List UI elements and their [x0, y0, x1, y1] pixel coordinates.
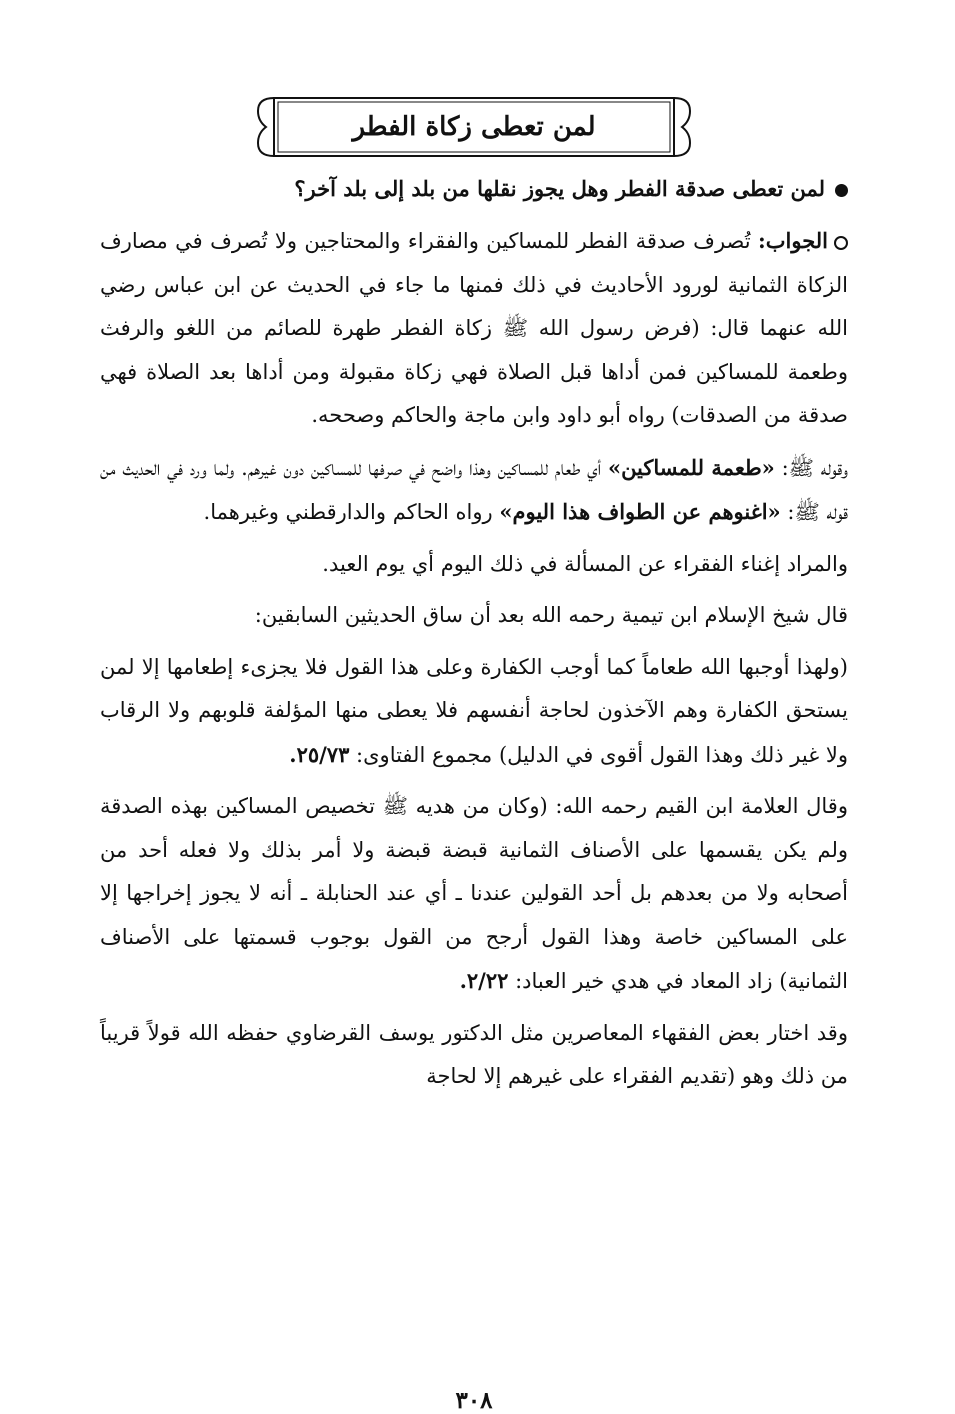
p5-text: (ولهذا أوجبها الله طعاماً كما أوجب الكفارة وعلى هذا القول فلا يجزىء إطعامها إلا لمن يستحق الكفارة وهم الآخذون لحاجة أنفسهم فلا يعطى منها المؤلفة قلوبهم ولا الرقاب ولا غير ذلك وهذا القول أقوى في الدليل) مجموع الفتاوى: [100, 654, 848, 767]
ibn-qayyim-quote [100, 785, 848, 1004]
meaning-paragraph: والمراد إغناء الفقراء عن المسألة في ذلك اليوم أي يوم العيد. [322, 551, 848, 576]
title-box [254, 95, 694, 159]
p2-text-c: رواه الحاكم والدارقطني وغيرهما. [203, 500, 493, 524]
qaradawi-paragraph: وقد اختار بعض الفقهاء المعاصرين مثل الدكتور يوسف القرضاوي حفظه الله قولاً قريباً من ذلك وهو (تقديم الفقراء على غيرهم إلا لحاجة [100, 1020, 848, 1088]
p2-quote-2: «اغنوهم عن الطواف هذا اليوم» [499, 499, 781, 524]
p2-text-a: وقوله ﷺ: [781, 455, 848, 480]
ibn-taymiyyah-intro: قال شيخ الإسلام ابن تيمية رحمه الله بعد أن ساق الحديثين السابقين: [254, 603, 848, 627]
p6-text: وقال العلامة ابن القيم رحمه الله: (وكان من هديه ﷺ تخصيص المساكين بهذه الصدقة ولم يكن يقسمها على الأصناف الثمانية قبضة قبضة ولا أمر بذلك ولا فعله أحد من أصحابه ولا من بعدهم بل أحد القولين عندنا ـ أي عند الحنابلة ـ أنه لا يجوز إخراجها إلا على المساكين خاصة وهذا القول أرجح من القول بوجوب قسمتها على الأصناف الثمانية) زاد المعاد في هدي خير العباد: [100, 794, 848, 993]
page-title: لمن تعطى زكاة الفطر [352, 112, 596, 142]
book-page [100, 95, 848, 1414]
ring-bullet-icon [834, 236, 848, 250]
question-line [100, 169, 848, 209]
p2-quote-1: «طعمة للمساكين» [607, 454, 775, 480]
question-text: لمن تعطى صدقة الفطر وهل يجوز نقلها من بلد إلى بلد آخر؟ [294, 176, 825, 201]
answer-paragraph [100, 219, 848, 438]
hadith-paragraph [100, 446, 848, 535]
answer-text: تُصرف صدقة الفطر للمساكين والفقراء والمحتاجين ولا تُصرف في مصارف الزكاة الثمانية لورود الأحاديث في ذلك فمنها ما جاء في الحديث عن ابن عباس رضي الله عنهما قال: (فرض رسول الله ﷺ زكاة الفطر طهرة للصائم من اللغو والرفث وطعمة للمساكين فمن أداها قبل الصلاة فهي زكاة مقبولة ومن أداها بعد الصلاة فهي صدقة من الصدقات) رواه أبو داود وابن ماجة والحاكم وصححه. [100, 229, 848, 427]
bullet-dot-icon [835, 184, 848, 197]
answer-label: الجواب: [758, 228, 828, 253]
ibn-taymiyyah-quote [100, 646, 848, 778]
p2-text-b: أي طعام للمساكين وهذا واضح في صرفها للمساكين دون غيرهم. ولما ورد في الحديث من قوله ﷺ: [100, 455, 848, 524]
p6-reference: ٢/٢٢. [459, 968, 509, 993]
page-number: ٣٠٨ [455, 1387, 493, 1414]
p5-reference: ٢٥/٧٣. [289, 741, 350, 767]
